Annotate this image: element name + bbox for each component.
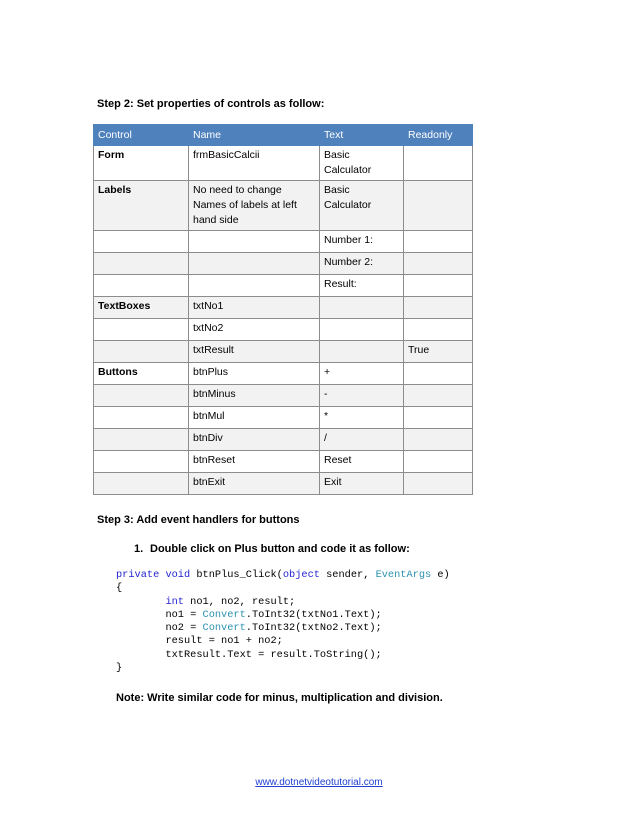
cell-text: * bbox=[320, 407, 404, 429]
cell-name: btnReset bbox=[189, 451, 320, 473]
table-row bbox=[94, 451, 473, 473]
cell-name: frmBasicCalcii bbox=[189, 146, 320, 181]
table-row bbox=[94, 275, 473, 297]
cell-name: btnMul bbox=[189, 407, 320, 429]
note-text: Note: Write similar code for minus, multiplication and division. bbox=[116, 692, 443, 704]
code-text: no1 = bbox=[165, 608, 203, 621]
cell-text: - bbox=[320, 385, 404, 407]
code-text: no1, no2, result; bbox=[183, 595, 296, 608]
table-row bbox=[94, 181, 473, 231]
cell-text bbox=[320, 297, 404, 319]
code-block bbox=[116, 569, 450, 675]
cell-name: txtResult bbox=[189, 341, 320, 363]
code-keyword: private bbox=[116, 569, 160, 581]
numbered-list-item bbox=[134, 543, 410, 555]
code-keyword: void bbox=[165, 569, 191, 581]
header-readonly: Readonly bbox=[404, 125, 473, 146]
cell-readonly bbox=[404, 429, 473, 451]
code-line-1 bbox=[116, 569, 450, 581]
list-number: 1. bbox=[134, 543, 144, 555]
code-keyword: object bbox=[282, 569, 320, 581]
table-row bbox=[94, 231, 473, 253]
cell-control bbox=[94, 231, 189, 253]
code-line-8: } bbox=[116, 662, 123, 675]
code-keyword: int bbox=[165, 595, 184, 608]
code-text: .ToInt32(txtNo2.Text); bbox=[245, 622, 382, 635]
table-row bbox=[94, 253, 473, 275]
cell-readonly bbox=[404, 473, 473, 495]
cell-control bbox=[94, 275, 189, 297]
cell-readonly bbox=[404, 407, 473, 429]
table-row bbox=[94, 429, 473, 451]
code-text: no2 = bbox=[165, 622, 203, 635]
cell-readonly bbox=[404, 385, 473, 407]
code-line-3 bbox=[165, 596, 295, 608]
cell-control: TextBoxes bbox=[94, 297, 189, 319]
cell-text: Number 2: bbox=[320, 253, 404, 275]
cell-name bbox=[189, 253, 320, 275]
cell-text: / bbox=[320, 429, 404, 451]
cell-name: btnMinus bbox=[189, 385, 320, 407]
code-type: EventArgs bbox=[375, 569, 432, 581]
cell-name: txtNo1 bbox=[189, 297, 320, 319]
cell-control: Form bbox=[94, 146, 189, 181]
cell-readonly bbox=[404, 146, 473, 181]
cell-text: Number 1: bbox=[320, 231, 404, 253]
code-type: Convert bbox=[202, 622, 246, 635]
cell-control: Buttons bbox=[94, 363, 189, 385]
code-text: e) bbox=[431, 569, 450, 581]
header-control: Control bbox=[94, 125, 189, 146]
cell-text bbox=[320, 319, 404, 341]
table-row bbox=[94, 146, 473, 181]
code-line-4 bbox=[165, 609, 381, 621]
code-text: .ToInt32(txtNo1.Text); bbox=[245, 608, 382, 621]
table-row bbox=[94, 319, 473, 341]
cell-readonly bbox=[404, 275, 473, 297]
table-row bbox=[94, 363, 473, 385]
cell-readonly bbox=[404, 297, 473, 319]
cell-readonly bbox=[404, 363, 473, 385]
list-item-text: Double click on Plus button and code it as follow: bbox=[150, 543, 410, 555]
cell-control bbox=[94, 429, 189, 451]
cell-text: Result: bbox=[320, 275, 404, 297]
cell-name bbox=[189, 275, 320, 297]
table-row bbox=[94, 341, 473, 363]
code-line-6: result = no1 + no2; bbox=[165, 635, 283, 648]
header-name: Name bbox=[189, 125, 320, 146]
cell-control bbox=[94, 319, 189, 341]
table-row bbox=[94, 385, 473, 407]
cell-text: Basic Calculator bbox=[320, 181, 404, 231]
cell-control bbox=[94, 253, 189, 275]
code-line-7: txtResult.Text = result.ToString(); bbox=[165, 648, 382, 661]
code-type: Convert bbox=[202, 608, 246, 621]
cell-name: btnPlus bbox=[189, 363, 320, 385]
header-text: Text bbox=[320, 125, 404, 146]
table-row bbox=[94, 473, 473, 495]
cell-name bbox=[189, 231, 320, 253]
cell-text: Exit bbox=[320, 473, 404, 495]
cell-control bbox=[94, 385, 189, 407]
table-header-row bbox=[94, 125, 473, 146]
code-line-2: { bbox=[116, 582, 123, 595]
cell-text: Reset bbox=[320, 451, 404, 473]
cell-control bbox=[94, 341, 189, 363]
step3-heading: Step 3: Add event handlers for buttons bbox=[97, 514, 300, 526]
cell-text: Basic Calculator bbox=[320, 146, 404, 181]
cell-readonly: True bbox=[404, 341, 473, 363]
cell-readonly bbox=[404, 451, 473, 473]
code-text: sender, bbox=[319, 569, 376, 581]
cell-control bbox=[94, 407, 189, 429]
cell-name: txtNo2 bbox=[189, 319, 320, 341]
code-text: btnPlus_Click( bbox=[190, 569, 283, 581]
cell-text: + bbox=[320, 363, 404, 385]
cell-readonly bbox=[404, 231, 473, 253]
cell-name: btnDiv bbox=[189, 429, 320, 451]
cell-name: btnExit bbox=[189, 473, 320, 495]
cell-text bbox=[320, 341, 404, 363]
cell-readonly bbox=[404, 319, 473, 341]
cell-control: Labels bbox=[94, 181, 189, 231]
table-row bbox=[94, 407, 473, 429]
cell-readonly bbox=[404, 253, 473, 275]
cell-readonly bbox=[404, 181, 473, 231]
cell-control bbox=[94, 473, 189, 495]
cell-name: No need to change Names of labels at left hand side bbox=[189, 181, 320, 231]
step2-heading: Step 2: Set properties of controls as follow: bbox=[97, 98, 325, 110]
properties-table bbox=[93, 124, 473, 495]
cell-control bbox=[94, 451, 189, 473]
code-line-5 bbox=[165, 622, 381, 634]
table-row bbox=[94, 297, 473, 319]
footer-link[interactable]: www.dotnetvideotutorial.com bbox=[255, 777, 383, 788]
